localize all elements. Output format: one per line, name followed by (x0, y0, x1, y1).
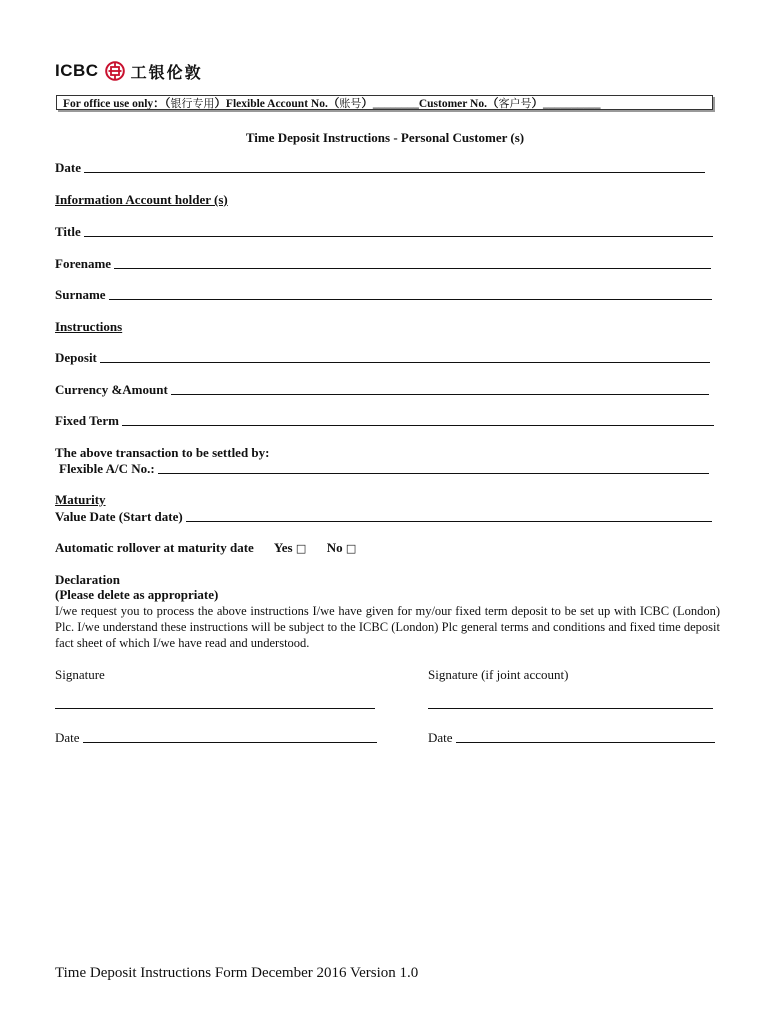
flexible-ac-field[interactable] (59, 461, 709, 477)
header-logo (55, 58, 203, 84)
surname-field[interactable] (55, 287, 712, 303)
currency-amount-label: Currency &Amount (55, 382, 168, 397)
forename-label: Forename (55, 256, 112, 271)
office-customer-cn: 客户号 (498, 97, 532, 110)
icbc-emblem-icon (105, 61, 125, 81)
settled-by-text: The above transaction to be settled by: (55, 445, 270, 460)
joint-date-field[interactable] (428, 730, 715, 746)
signature-line[interactable] (55, 708, 375, 709)
date-field[interactable] (55, 160, 705, 176)
rollover-label: Automatic rollover at maturity date (55, 540, 254, 555)
surname-label: Surname (55, 287, 106, 302)
currency-amount-field[interactable] (55, 382, 709, 398)
office-bank-use-cn: 银行专用 (170, 97, 215, 110)
maturity-heading: Maturity (55, 492, 106, 507)
deposit-input-line[interactable] (100, 362, 710, 363)
office-account-cn: 账号 (339, 97, 362, 110)
date-input-line[interactable] (84, 172, 705, 173)
fixed-term-label: Fixed Term (55, 413, 119, 428)
brand-name-cn: 工银伦敦 (130, 62, 203, 82)
office-mid2: ）________Customer No.（ (361, 98, 499, 110)
flexible-ac-input-line[interactable] (158, 473, 709, 474)
rollover-row (55, 540, 356, 556)
brand-name: ICBC (55, 61, 99, 80)
flexible-ac-label: Flexible A/C No.: (59, 461, 155, 476)
title-label: Title (55, 224, 81, 239)
signature-joint-label: Signature (if joint account) (428, 667, 569, 682)
joint-date-input-line[interactable] (456, 742, 715, 743)
value-date-input-line[interactable] (186, 521, 712, 522)
fixed-term-input-line[interactable] (122, 425, 714, 426)
date-label: Date (55, 160, 81, 175)
office-use-box (56, 95, 713, 110)
rollover-yes-label: Yes (273, 540, 293, 555)
deposit-label: Deposit (55, 350, 97, 365)
instructions-heading: Instructions (55, 319, 123, 334)
footer-text: Time Deposit Instructions Form December 2016 Version 1.0 (55, 965, 419, 981)
forename-input-line[interactable] (114, 268, 711, 269)
rollover-no-checkbox[interactable]: □ (345, 542, 357, 555)
declaration-text: I/we request you to process the above instructions I/we have given for my/our fixed term deposit to be set up with ICBC (London) Plc. I/we understand these instructions will be subject to the ICBC (London) Plc general terms and conditions and fixed time deposit fact sheet of which I/we have read and understood. (55, 604, 720, 650)
joint-date-label: Date (428, 730, 453, 745)
form-title: Time Deposit Instructions - Personal Customer (s) (245, 130, 525, 145)
currency-amount-input-line[interactable] (171, 394, 709, 395)
office-mid1: ）Flexible Account No.（ (214, 98, 340, 110)
surname-input-line[interactable] (109, 299, 712, 300)
title-input-line[interactable] (84, 236, 713, 237)
value-date-label: Value Date (Start date) (55, 509, 183, 524)
office-prefix: For office use only：（ (63, 98, 171, 110)
deposit-field[interactable] (55, 350, 710, 366)
declaration-subheading: (Please delete as appropriate) (55, 587, 219, 602)
declaration-heading: Declaration (55, 572, 120, 587)
signature-date-field[interactable] (55, 730, 377, 746)
signature-date-input-line[interactable] (83, 742, 377, 743)
office-mid3: ）__________ (531, 98, 601, 110)
signature-joint-line[interactable] (428, 708, 713, 709)
fixed-term-field[interactable] (55, 413, 714, 429)
title-field[interactable] (55, 224, 713, 240)
signature-date-label: Date (55, 730, 80, 745)
value-date-field[interactable] (55, 509, 712, 525)
signature-label: Signature (55, 667, 105, 682)
rollover-yes-checkbox[interactable]: □ (295, 542, 307, 555)
rollover-no-label: No (326, 540, 343, 555)
info-account-holder-heading: Information Account holder (s) (55, 192, 228, 207)
forename-field[interactable] (55, 256, 711, 272)
